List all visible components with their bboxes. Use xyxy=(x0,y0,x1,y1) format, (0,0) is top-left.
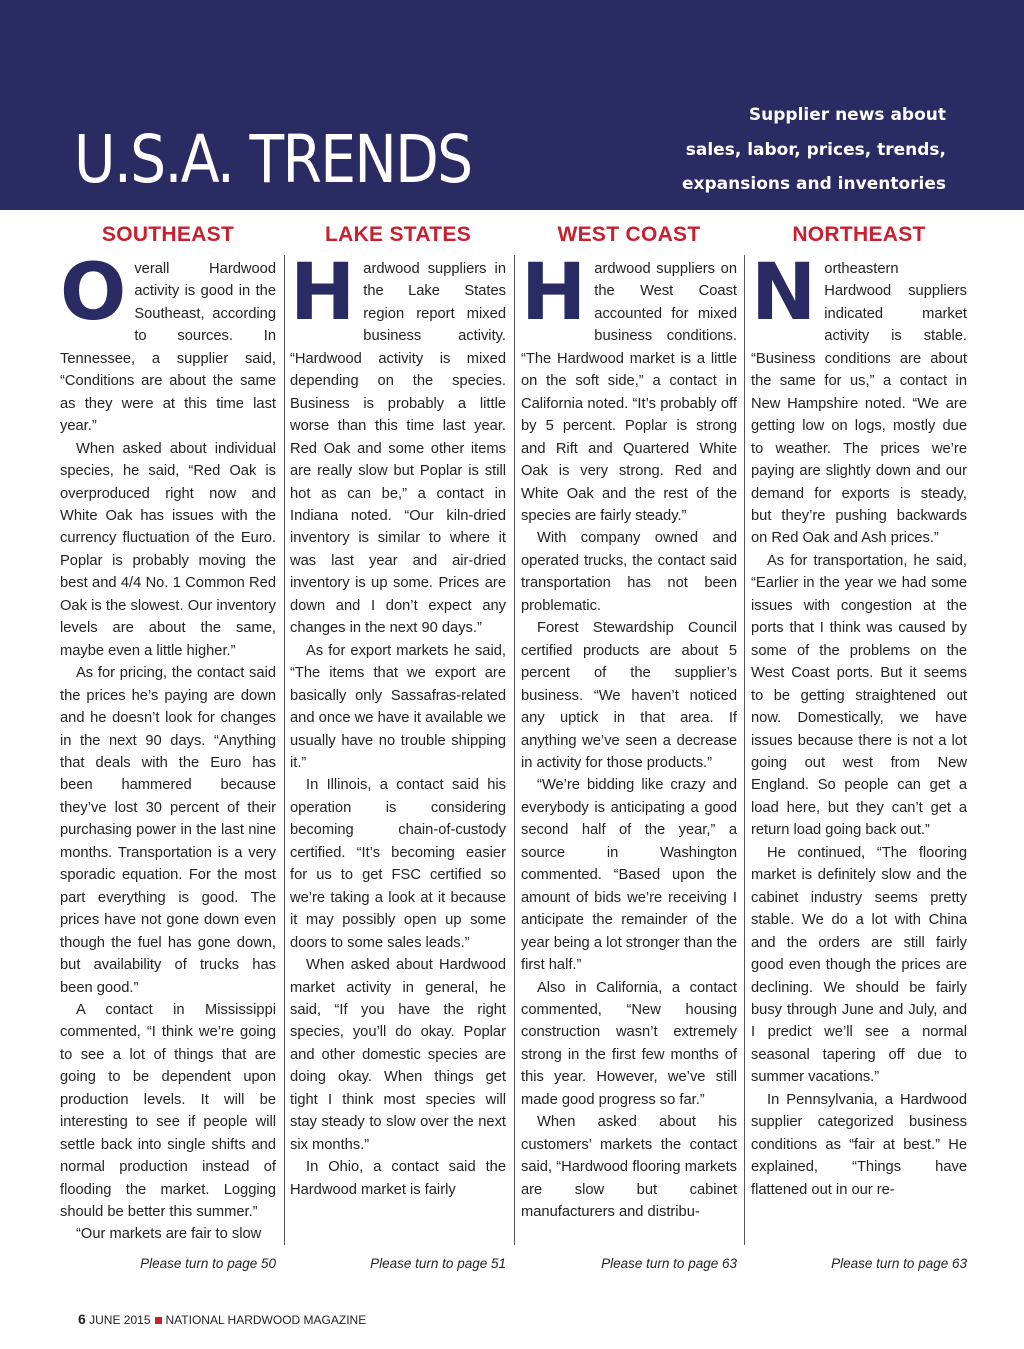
column-southeast xyxy=(60,222,276,1243)
paragraph: Also in California, a contact commented, “New housing construction wasn’t extremely strong in the first few months of this year. However, we’ve still made good progress so far.” xyxy=(521,979,737,1108)
paragraph: “We’re bidding like crazy and everybody is anticipating a good second half of the year,” a source in Washington commented. “Based upon the amount of bids we’re receiving I anticipate the remainder of the year being a lot stronger than the first half.” xyxy=(521,777,737,974)
paragraph: A contact in Mississippi commented, “I think we’re going to see a lot of things that are going to be dependent upon production levels. It will be interesting to see if people will settle back into single shifts and normal production instead of flooding the market. Logging should be better this summer.” xyxy=(60,1001,276,1221)
paragraph: When asked about individual species, he said, “Red Oak is overproduced right now and White Oak has issues with the currency fluctuation of the Euro. Poplar is probably moving the best and 4/4 No. 1 Common Red Oak is the slowest. Our inventory levels are about the same, maybe even a little higher.” xyxy=(60,440,276,659)
header-tagline xyxy=(626,98,946,202)
paragraph: When asked about his customers’ markets the contact said, “Hardwood flooring markets are slow but cabinet manufacturers and distribu- xyxy=(521,1114,737,1221)
tagline-line: sales, labor, prices, trends, xyxy=(685,139,946,160)
column-lake-states xyxy=(290,222,506,1243)
square-bullet-icon xyxy=(155,1317,162,1324)
continuation-note: Please turn to page 63 xyxy=(831,1256,967,1271)
column-heading: LAKE STATES xyxy=(324,223,472,246)
column-heading: SOUTHEAST xyxy=(101,223,235,246)
column-body xyxy=(521,258,737,1243)
publication-name: NATIONAL HARDWOOD MAGAZINE xyxy=(165,1313,367,1327)
lead-text: ardwood suppliers on the West Coast accounted for mixed business conditions. “The Hardwood market is a little on the soft side,” a contact in California noted. “It’s probably off by 5 percent. Poplar is strong and Rift and Quartered White Oak is very strong. Red and White Oak and the rest of the species are fairly steady.” xyxy=(521,261,737,524)
page-footer xyxy=(78,1310,366,1329)
header-banner xyxy=(0,0,1024,210)
drop-cap: H xyxy=(290,258,356,338)
column-west-coast xyxy=(521,222,737,1243)
paragraph: He continued, “The flooring market is definitely slow and the cabinet industry seems pretty stable. We do a lot with China and the orders are still fairly good even though the prices are declining. We should be fairly busy through June and July, and I predict we’ll see a normal seasonal tapering off due to summer vacations.” xyxy=(751,844,967,1086)
paragraph: When asked about Hardwood market activity in general, he said, “If you have the right species, you’ll do okay. Poplar and other domestic species are doing okay. When things get tight I think most species will stay steady to slow over the next six months.” xyxy=(290,957,506,1153)
lead-paragraph xyxy=(751,258,967,550)
lead-text: ortheastern Hardwood suppliers indicated market activity is stable. “Business conditions are about the same for us,” a contact in New Hampshire noted. “We are getting low on logs, mostly due to weather. The prices we’re paying are slightly down and our demand for exports is steady, but they’re pushing backwards on Red Oak and Ash prices.” xyxy=(751,261,967,547)
paragraph: Forest Stewardship Council certified products are about 5 percent of the supplier’s business. “We haven’t noticed any uptick in that area. If anything we’ve seen a decrease in activity for those products.” xyxy=(521,620,737,771)
continuation-note: Please turn to page 63 xyxy=(601,1256,737,1271)
tagline-line: expansions and inventories xyxy=(682,174,946,194)
column-divider xyxy=(284,255,285,1245)
paragraph: As for export markets he said, “The items that we export are basically only Sassafras-related and once we have it available we usually have no trouble shipping it.” xyxy=(290,642,506,771)
paragraph: In Illinois, a contact said his operation is considering becoming chain-of-custody certified. “It’s becoming easier for us to get FSC certified so we’re taking a look at it because it may possibly open up some doors to some sales leads.” xyxy=(290,777,506,951)
tagline-line: Supplier news about xyxy=(748,105,946,125)
column-heading: WEST COAST xyxy=(557,223,701,246)
page-title: U.S.A. TRENDS xyxy=(74,121,472,198)
column-northeast xyxy=(751,222,967,1243)
lead-text: verall Hardwood activity is good in the Southeast, according to sources. In Tennessee, a supplier said, “Conditions are about the same as they were at this time last year.” xyxy=(60,261,276,435)
paragraph: As for pricing, the contact said the prices he’s paying are down and he doesn’t look for changes in the next 90 days. “Anything that deals with the Euro has been hammered because they’ve lost 30 percent of their purchasing power in the last nine months. Transportation is a very sporadic equation. For the most part everything is good. The prices have not gone down even though the fuel has gone down, but availability of trucks has been good.” xyxy=(60,665,276,996)
column-body xyxy=(60,258,276,1243)
column-heading: NORTHEAST xyxy=(792,223,926,246)
drop-cap: O xyxy=(60,258,127,338)
column-body xyxy=(751,258,967,1243)
drop-cap: H xyxy=(521,258,587,338)
lead-paragraph xyxy=(60,258,276,438)
continuation-note: Please turn to page 51 xyxy=(370,1256,506,1271)
page-number: 6 xyxy=(78,1311,86,1327)
paragraph: With company owned and operated trucks, the contact said transportation has not been problematic. xyxy=(521,530,737,614)
drop-cap: N xyxy=(751,258,817,338)
continuation-note: Please turn to page 50 xyxy=(140,1256,276,1271)
paragraph: “Our markets are fair to slow xyxy=(76,1226,262,1243)
column-divider xyxy=(744,255,745,1245)
lead-paragraph xyxy=(290,258,506,640)
lead-text: ardwood suppliers in the Lake States region report mixed business activity. “Hardwood activity is mixed depending on the species. Business is probably a little worse than this time last year. Red Oak and some other items are really slow but Poplar is still hot as can be,” a contact in Indiana noted. “Our kiln-dried inventory is similar to where it was last year and air-dried inventory is up some. Prices are down and I don’t expect any changes in the next 90 days.” xyxy=(290,261,506,637)
issue-date: JUNE 2015 xyxy=(89,1313,151,1327)
paragraph: In Ohio, a contact said the Hardwood market is fairly xyxy=(290,1159,506,1198)
paragraph: In Pennsylvania, a Hardwood supplier categorized business conditions as “fair at best.” He explained, “Things have flattened out in our re- xyxy=(751,1091,967,1198)
column-body xyxy=(290,258,506,1243)
lead-paragraph xyxy=(521,258,737,527)
column-divider xyxy=(514,255,515,1245)
paragraph: As for transportation, he said, “Earlier in the year we had some issues with congestion at the ports that I think was caused by some of the problems on the West Coast ports. But it seems to be getting straightened out now. Domestically, we have issues because there is not a lot going out west from New England. So people can get a load here, but they can’t get a return load going back out.” xyxy=(751,552,967,839)
